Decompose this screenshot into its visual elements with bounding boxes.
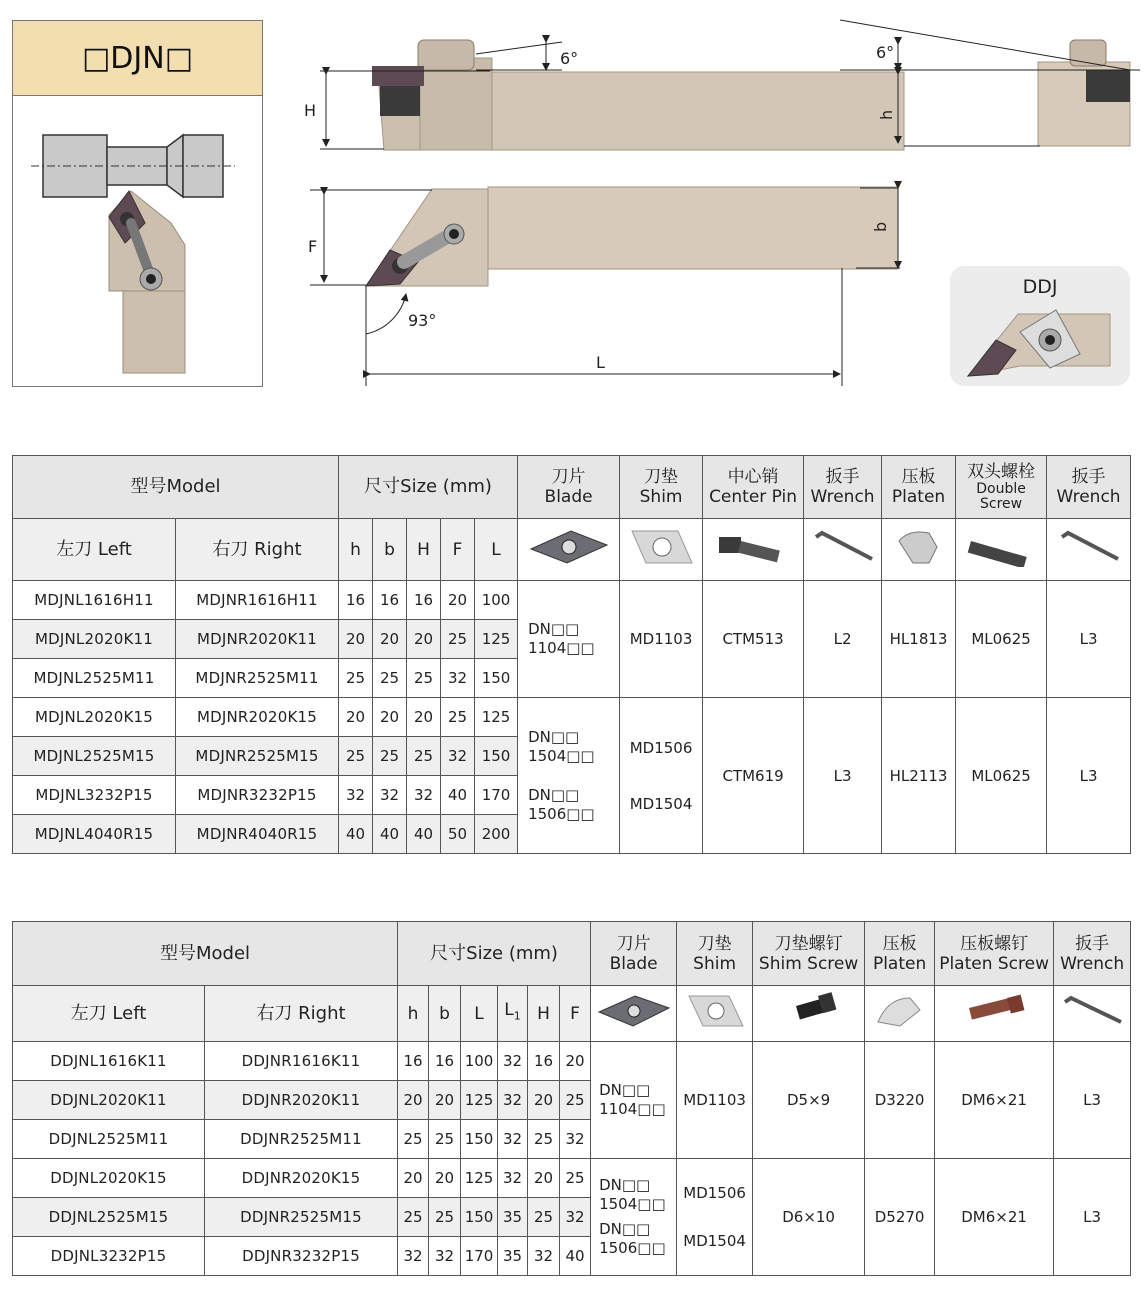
shim-icon [620,519,703,581]
cell: 25 [528,1120,560,1159]
t1-right-header: 右刀 Right [176,519,339,581]
t2-g2-blade: DN□□ 1504□□ DN□□ 1506□□ [591,1159,677,1276]
t1-size-header: 尺寸Size (mm) [339,456,518,519]
cell: 20 [528,1159,560,1198]
t1-blade-header: 刀片 Blade [518,456,620,519]
t2-sscrew-header: 刀垫螺钉 Shim Screw [753,922,865,986]
wrench2-icon [1047,519,1131,581]
t2-right-header: 右刀 Right [205,986,398,1042]
ddj-label: DDJ [1022,276,1058,298]
cell: 125 [475,698,518,737]
t1-col-h: h [339,519,373,581]
t1-g2-wrench2: L3 [1047,698,1131,854]
angle-label-a: 6° [560,49,579,68]
t2-g1-pscrew: DM6×21 [935,1042,1054,1159]
cell: 150 [461,1120,498,1159]
cell: 32 [407,776,441,815]
cell: 150 [475,659,518,698]
table-row-right: DDJNR2525M11 [205,1120,398,1159]
t2-g2-shim: MD1506 MD1504 [677,1159,753,1276]
cell: 32 [498,1159,528,1198]
cell: 32 [560,1120,591,1159]
t1-g2-dscrew: ML0625 [956,698,1047,854]
cell: 20 [528,1081,560,1120]
table-row-right: DDJNR2020K15 [205,1159,398,1198]
table-mdjn [12,455,1131,854]
t1-g2-pin: CTM619 [703,698,804,854]
t1-g2-blade: DN□□ 1504□□ DN□□ 1506□□ [518,698,620,854]
table-row-right: MDJNR2525M11 [176,659,339,698]
t1-g2-platen: HL2113 [882,698,956,854]
dim-label-L: L [596,353,605,372]
t2-col-H: H [528,986,560,1042]
t1-dscrew-header: 双头螺栓 Double Screw [956,456,1047,519]
table-row-left: MDJNL1616H11 [13,581,176,620]
table-row-right: MDJNR1616H11 [176,581,339,620]
table-row-right: MDJNR2020K15 [176,698,339,737]
t2-g1-shim: MD1103 [677,1042,753,1159]
cell: 32 [441,659,475,698]
cell: 16 [398,1042,429,1081]
cell: 150 [475,737,518,776]
t1-g1-platen: HL1813 [882,581,956,698]
t1-col-H: H [407,519,441,581]
t2-col-F: F [560,986,591,1042]
table-row-right: MDJNR2020K11 [176,620,339,659]
cell: 16 [373,581,407,620]
cell: 100 [461,1042,498,1081]
cell: 40 [339,815,373,854]
cell: 125 [475,620,518,659]
cell: 32 [441,737,475,776]
table-row-right: DDJNR2020K11 [205,1081,398,1120]
cell: 32 [528,1237,560,1276]
blade-icon [518,519,620,581]
cell: 20 [373,620,407,659]
ddj-illustration [960,304,1120,382]
t2-g1-wrench: L3 [1054,1042,1131,1159]
table-row-right: MDJNR4040R15 [176,815,339,854]
cell: 25 [407,659,441,698]
cell: 35 [498,1198,528,1237]
t2-col-b: b [429,986,461,1042]
cell: 125 [461,1081,498,1120]
cell: 170 [475,776,518,815]
t1-g2-wrench: L3 [804,698,882,854]
cell: 170 [461,1237,498,1276]
table-row-left: MDJNL2525M15 [13,737,176,776]
cell: 20 [398,1159,429,1198]
table-row-left: MDJNL4040R15 [13,815,176,854]
t2-g2-wrench: L3 [1054,1159,1131,1276]
platen-icon [865,986,935,1042]
cell: 25 [339,659,373,698]
t2-platen-header: 压板 Platen [865,922,935,986]
table-row-left: MDJNL2525M11 [13,659,176,698]
cell: 32 [373,776,407,815]
shim-icon [677,986,753,1042]
t2-pscrew-header: 压板螺钉 Platen Screw [935,922,1054,986]
t2-col-h: h [398,986,429,1042]
cell: 20 [339,698,373,737]
cell: 40 [441,776,475,815]
t2-g1-sscrew: D5×9 [753,1042,865,1159]
t1-model-header: 型号Model [13,456,339,519]
t2-g2-pscrew: DM6×21 [935,1159,1054,1276]
page-title: □DJN□ [13,21,262,96]
dim-label-h: h [877,109,896,120]
dim-label-F: F [308,237,318,256]
center-pin-icon [703,519,804,581]
cell: 25 [339,737,373,776]
cell: 25 [441,620,475,659]
t1-col-F: F [441,519,475,581]
cell: 25 [398,1198,429,1237]
t1-g1-dscrew: ML0625 [956,581,1047,698]
cell: 16 [339,581,373,620]
cell: 40 [407,815,441,854]
cell: 20 [429,1159,461,1198]
cell: 25 [441,698,475,737]
table-row-right: DDJNR3232P15 [205,1237,398,1276]
table-row-left: MDJNL2020K11 [13,620,176,659]
cell: 40 [373,815,407,854]
cell: 25 [429,1198,461,1237]
t2-model-header: 型号Model [13,922,398,986]
cell: 25 [398,1120,429,1159]
cell: 32 [498,1081,528,1120]
blade-icon [591,986,677,1042]
t1-wrench2-header: 扳手 Wrench [1047,456,1131,519]
t1-col-b: b [373,519,407,581]
cell: 35 [498,1237,528,1276]
wrench-icon [1054,986,1131,1042]
cell: 32 [398,1237,429,1276]
platen-icon [882,519,956,581]
cell: 40 [560,1237,591,1276]
angle-label-b: 6° [876,43,895,62]
table-ddjn [12,921,1131,1276]
cell: 16 [429,1042,461,1081]
table-row-left: MDJNL2020K15 [13,698,176,737]
table-row-left: DDJNL1616K11 [13,1042,205,1081]
table-row-right: DDJNR2525M15 [205,1198,398,1237]
t1-shim-header: 刀垫 Shim [620,456,703,519]
table-row-right: MDJNR2525M15 [176,737,339,776]
dim-label-H: H [304,101,317,120]
shim-screw-icon [753,986,865,1042]
table-row-left: DDJNL2020K11 [13,1081,205,1120]
t2-size-header: 尺寸Size (mm) [398,922,591,986]
t1-g1-wrench2: L3 [1047,581,1131,698]
table-row-right: DDJNR1616K11 [205,1042,398,1081]
cell: 32 [560,1198,591,1237]
cell: 32 [498,1042,528,1081]
t1-pin-header: 中心销 Center Pin [703,456,804,519]
cell: 20 [560,1042,591,1081]
cell: 20 [441,581,475,620]
cell: 200 [475,815,518,854]
t2-g2-sscrew: D6×10 [753,1159,865,1276]
cell: 25 [373,737,407,776]
t2-shim-header: 刀垫 Shim [677,922,753,986]
t2-col-L: L [461,986,498,1042]
angle-label-93: 93° [408,311,437,330]
t1-col-L: L [475,519,518,581]
cell: 50 [441,815,475,854]
cell: 125 [461,1159,498,1198]
t1-g1-blade: DN□□ 1104□□ [518,581,620,698]
t2-g2-platen: D5270 [865,1159,935,1276]
table-row-left: DDJNL2525M15 [13,1198,205,1237]
t1-g1-pin: CTM513 [703,581,804,698]
cell: 25 [373,659,407,698]
table-row-left: DDJNL2020K15 [13,1159,205,1198]
platen-screw-icon [935,986,1054,1042]
cell: 16 [528,1042,560,1081]
cell: 25 [560,1159,591,1198]
t2-left-header: 左刀 Left [13,986,205,1042]
cell: 32 [429,1237,461,1276]
t2-g1-platen: D3220 [865,1042,935,1159]
cell: 20 [398,1081,429,1120]
t1-platen-header: 压板 Platen [882,456,956,519]
cell: 25 [560,1081,591,1120]
t2-col-L1: $L_1$ [498,986,528,1042]
cell: 16 [407,581,441,620]
cell: 150 [461,1198,498,1237]
t2-g1-blade: DN□□ 1104□□ [591,1042,677,1159]
dim-label-b: b [871,221,890,232]
cell: 25 [528,1198,560,1237]
title-card [12,20,263,387]
cell: 20 [407,620,441,659]
t1-wrench-header: 扳手 Wrench [804,456,882,519]
t1-g1-shim: MD1103 [620,581,703,698]
wrench-icon [804,519,882,581]
ddj-card [950,266,1130,386]
t1-left-header: 左刀 Left [13,519,176,581]
cell: 20 [373,698,407,737]
t1-g1-wrench: L2 [804,581,882,698]
cell: 20 [407,698,441,737]
double-screw-icon [956,519,1047,581]
cell: 32 [498,1120,528,1159]
table-row-left: DDJNL2525M11 [13,1120,205,1159]
t2-wrench-header: 扳手 Wrench [1054,922,1131,986]
cell: 25 [429,1120,461,1159]
cell: 20 [429,1081,461,1120]
cell: 20 [339,620,373,659]
table-row-left: MDJNL3232P15 [13,776,176,815]
holder-illustration [13,95,262,386]
cell: 25 [407,737,441,776]
table-row-right: MDJNR3232P15 [176,776,339,815]
cell: 32 [339,776,373,815]
t1-g2-shim: MD1506 MD1504 [620,698,703,854]
cell: 100 [475,581,518,620]
table-row-left: DDJNL3232P15 [13,1237,205,1276]
t2-blade-header: 刀片 Blade [591,922,677,986]
